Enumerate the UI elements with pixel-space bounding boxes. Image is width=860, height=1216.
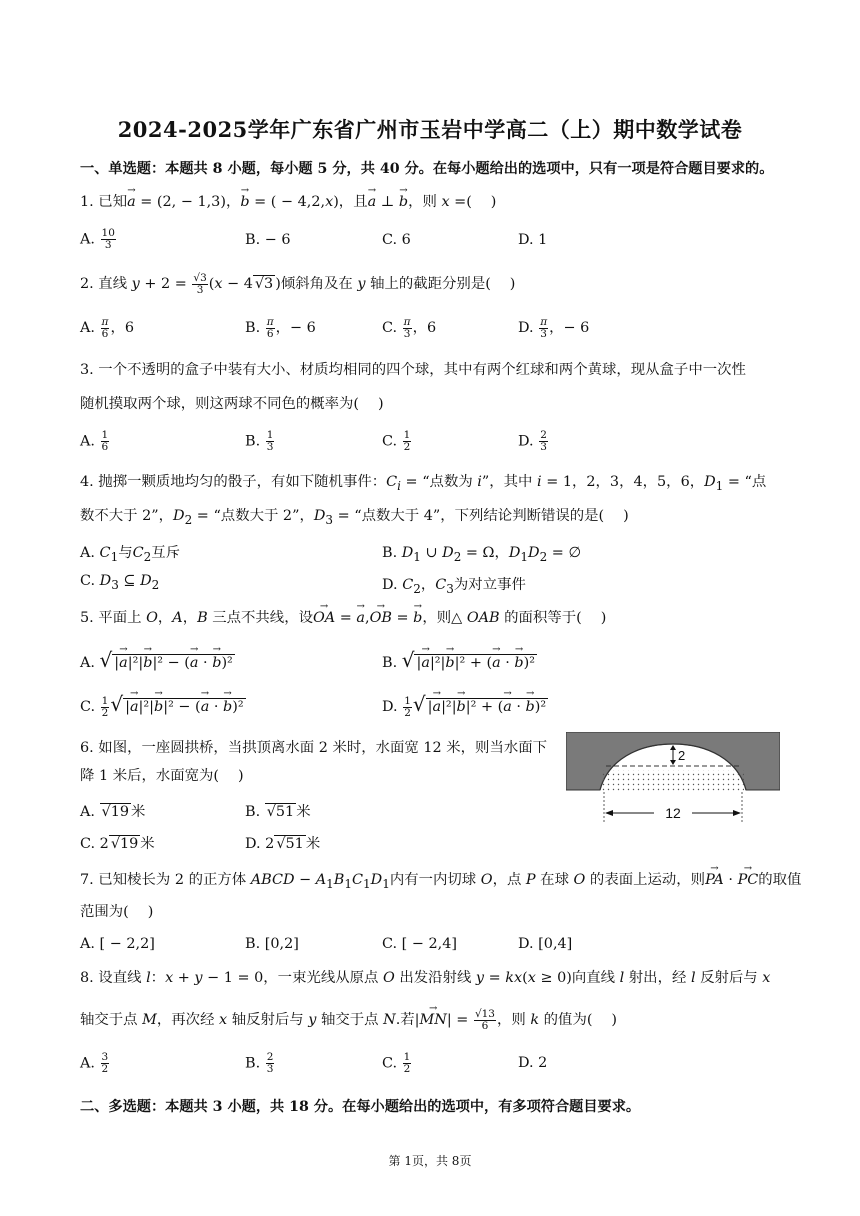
question-8-line-2: 轴交于点 M，再次经 x 轴反射后与 y 轴交于点 N.若|→ MN| = $\frac{√13}{6}$ ，则 k 的值为( ) [80, 1004, 792, 1036]
q2-option-d: D. $\frac{\pi}{3}$ ，− 6 [518, 315, 590, 340]
q7-option-b: B. [0,2] [245, 936, 299, 952]
q6-option-c: C. 2 √19 米 [80, 836, 155, 852]
figure-width-label: 12 [665, 805, 681, 821]
q4-option-d: D. $C_2$，$C_3$为对立事件 [382, 577, 526, 596]
q2-option-a: A. $\frac{\pi}{6}$ ，6 [80, 315, 134, 340]
section-multiple-choice: 二、多选题：本题共 3 小题，共 18 分。在每小题给出的选项中，有多项符合题目要求。 [80, 1099, 641, 1115]
q6-option-a: A. √19 米 [80, 804, 146, 820]
q3-option-c: C. $\frac{1}{2}$ [382, 429, 411, 453]
q7-option-a: A. [ − 2,2] [80, 936, 155, 952]
question-7-line-1: 7. 已知棱长为 2 的正方体 ABCD − $A_1B_1C_1D_1$内有一内切球 O，点 P 在球 O 的表面上运动，则→ PA · → PC的取值 [80, 864, 792, 900]
q8-option-d: D. 2 [518, 1055, 548, 1071]
question-7-line-2: 范围为( ) [80, 904, 154, 920]
q1-option-d: D. 1 [518, 232, 548, 248]
q6-option-d: D. 2 √51 米 [245, 836, 321, 852]
q5-option-b: B. √ |→ a|²|→ b|² + (→ a · → b)² [382, 648, 537, 672]
question-4-line-2: 数不大于 2”，$D_2$ = “点数大于 2”，$D_3$ = “点数大于 4”，下列结论判断错误的是( ) [80, 508, 629, 527]
q4-option-a: A. $C_1$与$C_2$互斥 [80, 545, 181, 564]
question-1: 1. 已知→ a = (2, − 1,3)，→ b = ( − 4,2,x)，且→ a ⊥ → b，则 x =( ) [80, 186, 792, 218]
q1-option-b: B. − 6 [245, 232, 291, 248]
section-single-choice: 一、单选题：本题共 8 小题，每小题 5 分，共 40 分。在每小题给出的选项中，只有一项是符合题目要求的。 [80, 161, 774, 177]
q1-option-c: C. 6 [382, 232, 411, 248]
q4-option-b: B. $D_1$ ∪ $D_2 = \Omega$，$D_1D_2$ = ∅ [382, 545, 581, 564]
question-3-line-2: 随机摸取两个球，则这两球不同色的概率为( ) [80, 396, 384, 412]
q3-option-b: B. $\frac{1}{3}$ [245, 429, 274, 453]
question-5: 5. 平面上 O，A，B 三点不共线，设→ OA = → a,→ OB = → b，则△ OAB 的面积等于( ) [80, 602, 792, 634]
q5-option-a: A. √ |→ a|²|→ b|² − (→ a · → b)² [80, 648, 235, 672]
q5-option-d: D. $\frac{1}{2}$ √ |→ a|²|→ b|² + (→ a · → b)² [382, 692, 548, 719]
q4-option-c: C. $D_3$ ⊆ $D_2$ [80, 573, 160, 592]
question-4-line-1: 4. 抛掷一颗质地均匀的骰子，有如下随机事件：$C_i$ = “点数为 i”，其中 i = 1，2，3，4，5，6，$D_1$ = “点 [80, 474, 767, 493]
q2-option-b: B. $\frac{\pi}{6}$ ，− 6 [245, 315, 316, 340]
question-2: 2. 直线 y + 2 = $\frac{√3}{3}$ (x − 4 √3 )倾斜角及在 y 轴上的截距分别是( ) [80, 271, 516, 296]
q1-option-a: A. $\frac{10}{3}$ [80, 227, 115, 251]
q8-option-a: A. $\frac{3}{2}$ [80, 1051, 109, 1075]
page-title: 2024-2025学年广东省广州市玉岩中学高二（上）期中数学试卷 [117, 117, 743, 142]
question-8-line-1: 8. 设直线 l：x + y − 1 = 0，一束光线从原点 O 出发沿射线 y = kx(x ≥ 0)向直线 l 射出，经 l 反射后与 x [80, 970, 771, 986]
question-6-line-2: 降 1 米后，水面宽为( ) [80, 768, 244, 784]
q7-option-c: C. [ − 2,4] [382, 936, 457, 952]
arch-bridge-figure [566, 732, 780, 824]
q8-option-b: B. $\frac{2}{3}$ [245, 1051, 274, 1075]
q7-option-d: D. [0,4] [518, 936, 573, 952]
figure-height-label: 2 [678, 748, 686, 763]
page-footer: 第 1页，共 8页 [388, 1154, 472, 1168]
q2-option-c: C. $\frac{\pi}{3}$ ，6 [382, 315, 437, 340]
q3-option-d: D. $\frac{2}{3}$ [518, 429, 547, 453]
q8-option-c: C. $\frac{1}{2}$ [382, 1051, 411, 1075]
q5-option-c: C. $\frac{1}{2}$ √ |→ a|²|→ b|² − (→ a · → b)² [80, 692, 246, 719]
question-3-line-1: 3. 一个不透明的盒子中装有大小、材质均相同的四个球，其中有两个红球和两个黄球，现从盒子中一次性 [80, 362, 746, 378]
q3-option-a: A. $\frac{1}{6}$ [80, 429, 109, 453]
q6-option-b: B. √51 米 [245, 804, 311, 820]
question-6-line-1: 6. 如图，一座圆拱桥，当拱顶离水面 2 米时，水面宽 12 米，则当水面下 [80, 740, 548, 756]
